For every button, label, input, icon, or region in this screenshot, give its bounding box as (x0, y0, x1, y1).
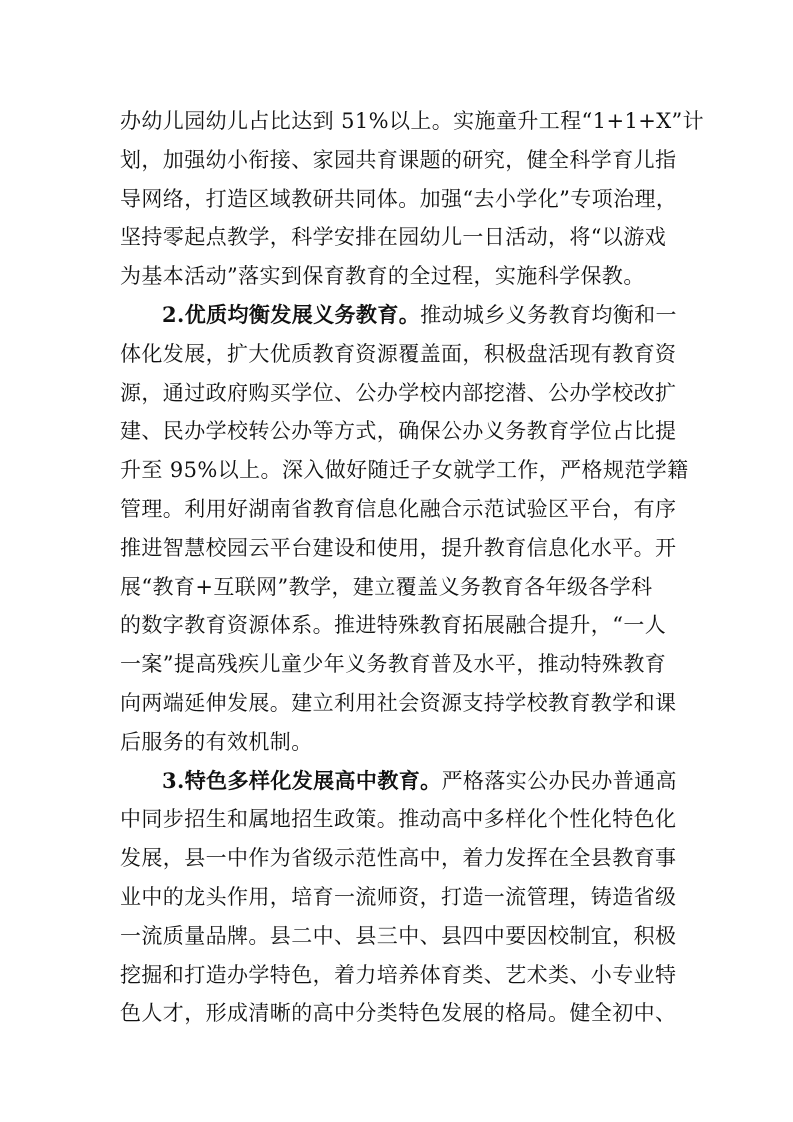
text-line: 推进智慧校园云平台建设和使用，提升教育信息化水平。开 (120, 535, 677, 560)
text-line: 体化发展，扩大优质教育资源覆盖面，积极盘活现有教育资 (120, 341, 677, 366)
text-line: 发展，县一中作为省级示范性高中，着力发挥在全县教育事 (120, 846, 677, 871)
text-line: 中同步招生和属地招生政策。推动高中多样化个性化特色化 (120, 807, 677, 832)
text-line: 的数字教育资源体系。推进特殊教育拓展融合提升，“一人 (120, 613, 667, 638)
text-line: 建、民办学校转公办等方式，确保公办义务教育学位占比提 (120, 419, 677, 444)
paragraph-preschool (120, 102, 705, 296)
text-line: 源，通过政府购买学位、公办学校内部挖潜、公办学校改扩 (120, 380, 677, 405)
text-line: 一案”提高残疾儿童少年义务教育普及水平，推动特殊教育 (120, 652, 667, 677)
text-span: 推动城乡义务教育均衡和一 (420, 302, 677, 327)
text-line (120, 296, 683, 335)
text-line: 后服务的有效机制。 (120, 729, 313, 754)
text-line: 挖掘和打造办学特色，着力培养体育类、艺术类、小专业特 (120, 962, 677, 987)
text-line: 向两端延伸发展。建立利用社会资源支持学校教育教学和课 (120, 690, 677, 715)
text-line: 划，加强幼小衔接、家园共育课题的研究，健全科学育儿指 (120, 147, 677, 172)
text-line: 业中的龙头作用，培育一流师资，打造一流管理，铸造省级 (120, 884, 677, 909)
text-span: 严格落实公办民办普通高 (441, 768, 677, 793)
text-line: 坚持零起点教学，科学安排在园幼儿一日活动，将“以游戏 (120, 225, 667, 250)
text-line: 一流质量品牌。县二中、县三中、县四中要因校制宜，积极 (120, 923, 677, 948)
text-line: 办幼儿园幼儿占比达到 51%以上。实施童升工程“1+1+X”计 (120, 109, 705, 133)
text-line: 管理。利用好湖南省教育信息化融合示范试验区平台，有序 (120, 496, 677, 521)
text-line (120, 762, 683, 801)
text-line: 展“教育+互联网”教学，建立覆盖义务教育各年级各学科 (120, 574, 653, 599)
text-line: 导网络，打造区域教研共同体。加强“去小学化”专项治理， (120, 186, 678, 211)
paragraph-compulsory-education (120, 296, 689, 762)
text-line: 升至 95%以上。深入做好随迁子女就学工作，严格规范学籍 (120, 458, 689, 483)
section-heading: 3.特色多样化发展高中教育。 (162, 767, 442, 793)
section-heading: 2.优质均衡发展义务教育。 (162, 301, 421, 327)
paragraph-high-school (120, 762, 683, 1034)
text-line: 色人才，形成清晰的高中分类特色发展的格局。健全初中、 (120, 1001, 677, 1026)
text-line: 为基本活动”落实到保育教育的全过程，实施科学保教。 (120, 264, 645, 289)
